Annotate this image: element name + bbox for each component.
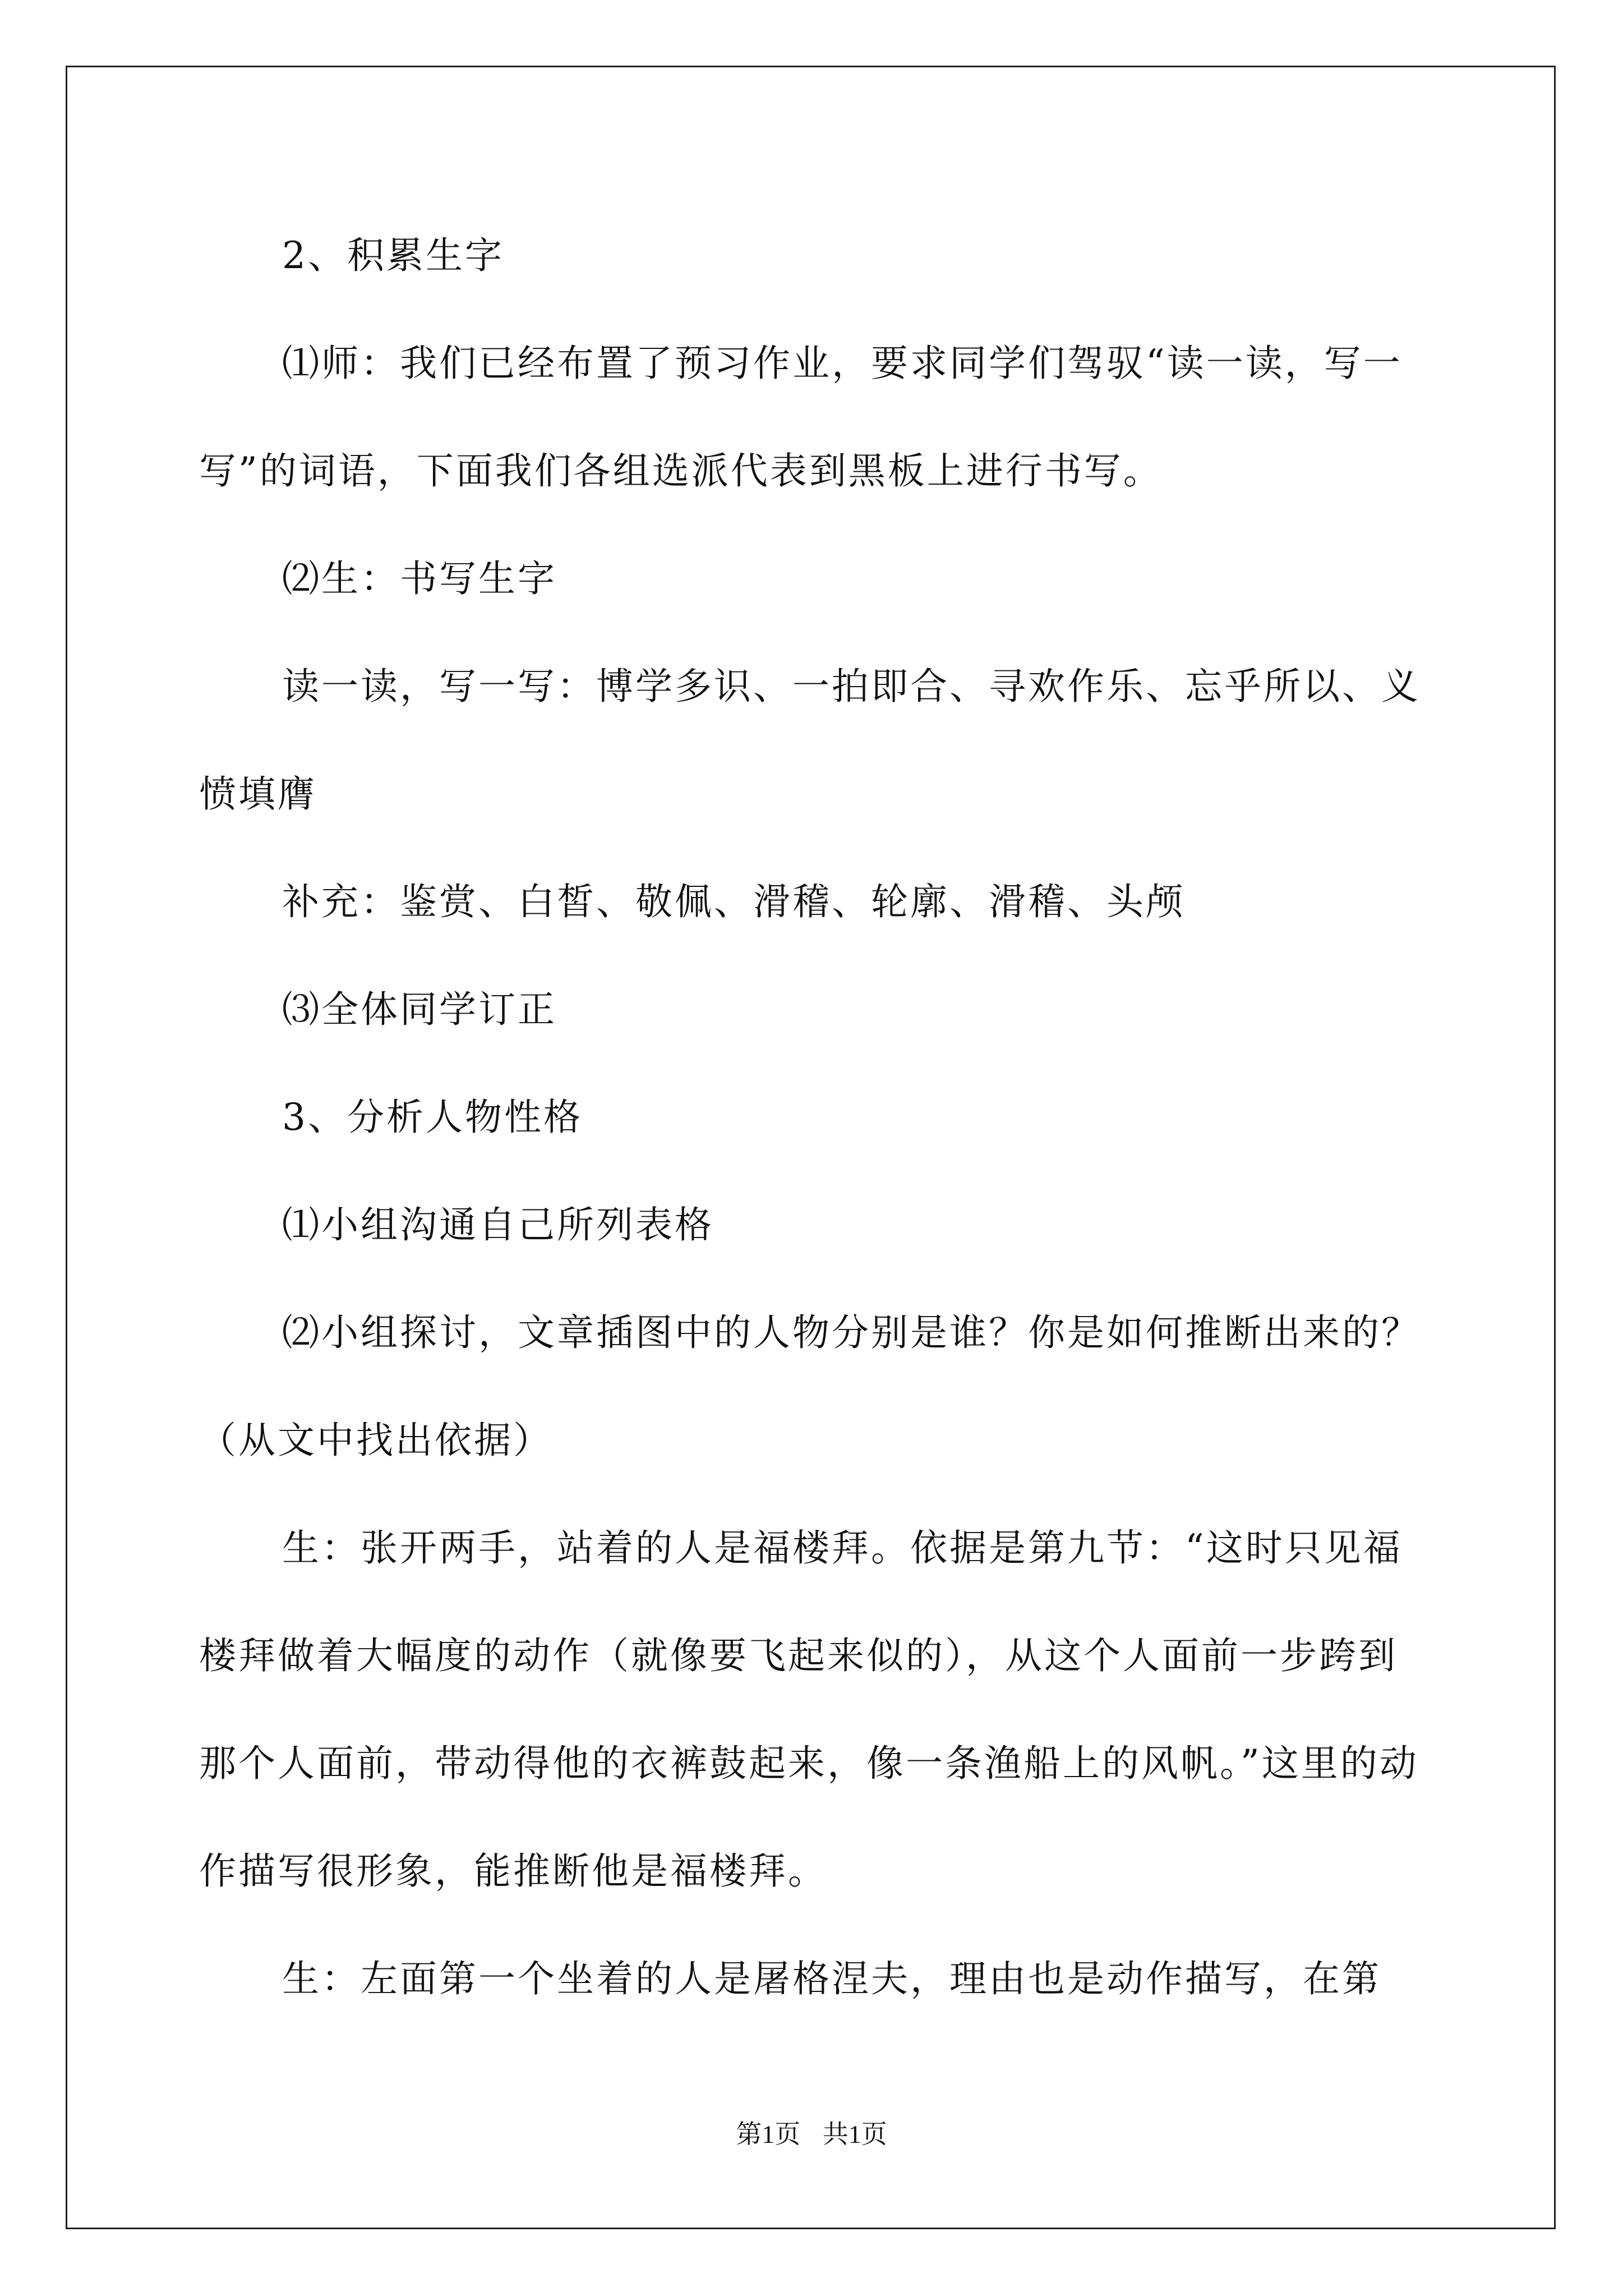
paragraph-heading-accumulate-words: 2、积累生字	[282, 234, 504, 277]
paragraph-group-discussion: ⑵小组探讨，文章插图中的人物分别是谁？你是如何推断出来的？（从文中找出依据）	[199, 1311, 1421, 1462]
paragraph-student-answer-flaubert: 生：张开两手，站着的人是福楼拜。依据是第九节：“这时只见福楼拜做着大幅度的动作（就像要飞起来似的），从这个人面前一步跨到那个人面前，带动得他的衣裤鼓起来，像一条渔船上的风帆。”这里的动作描写很形象，能推断他是福楼拜。	[199, 1526, 1419, 1893]
paragraph-teacher-instruction: ⑴师：我们已经布置了预习作业，要求同学们驾驭“读一读，写一写”的词语，下面我们各组选派代表到黑板上进行书写。	[199, 342, 1403, 493]
page-footer	[0, 2114, 1623, 2151]
document-body	[199, 202, 1433, 2033]
paragraph-read-write-words: 读一读，写一写：博学多识、一拍即合、寻欢作乐、忘乎所以、义愤填膺	[199, 665, 1421, 816]
paragraph-student-answer-turgenev: 生：左面第一个坐着的人是屠格涅夫，理由也是动作描写，在第	[282, 1957, 1381, 2000]
paragraph-supplement-words: 补充：鉴赏、白皙、敬佩、滑稽、轮廓、滑稽、头颅	[282, 880, 1185, 923]
paragraph-group-exchange: ⑴小组沟通自己所列表格	[282, 1203, 714, 1246]
page-number: 第1页	[736, 2120, 801, 2148]
page-total: 共1页	[822, 2120, 887, 2148]
paragraph-heading-character-analysis: 3、分析人物性格	[282, 1096, 583, 1139]
paragraph-student-writing: ⑵生：书写生字	[282, 557, 557, 600]
paragraph-class-correction: ⑶全体同学订正	[282, 988, 557, 1031]
